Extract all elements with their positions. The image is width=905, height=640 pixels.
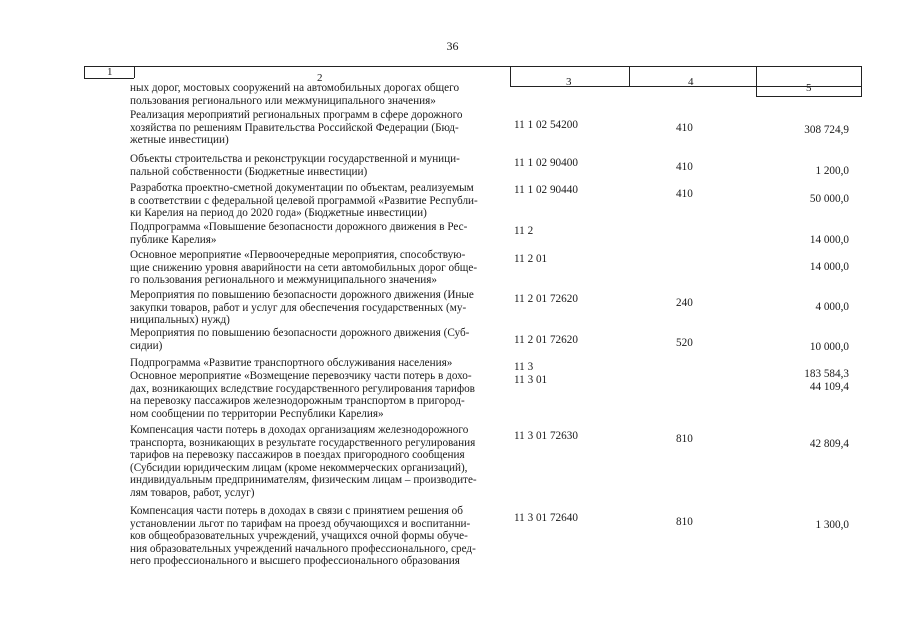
row-code: 11 2 01 — [514, 253, 548, 265]
row-code: 11 2 01 72620 — [514, 334, 578, 346]
row-description — [130, 221, 467, 246]
description-line: Компенсация части потерь в доходах организациям железнодорожного — [130, 424, 469, 436]
header-divider-1 — [134, 66, 135, 78]
description-line: Реализация мероприятий региональных программ в сфере дорожного — [130, 109, 463, 121]
row-amount: 4 000,0 — [815, 301, 849, 313]
row-code: 11 3 — [514, 361, 534, 373]
description-line: жетные инвестиции) — [130, 134, 229, 146]
description-line: Мероприятия по повышению безопасности дорожного движения (Суб- — [130, 327, 470, 339]
header-top-border — [84, 66, 862, 67]
description-line: него профессионального и высшего профессионального образования — [130, 555, 460, 567]
header-left-border — [84, 66, 85, 78]
row-description — [130, 182, 478, 220]
row-code: 11 1 02 90400 — [514, 157, 578, 169]
header-divider-2 — [510, 66, 511, 86]
row-code: 11 3 01 — [514, 374, 548, 386]
description-line: Мероприятия по повышению безопасности дорожного движения (Иные — [130, 289, 474, 301]
column-header-4: 4 — [688, 76, 694, 88]
row-description — [130, 357, 452, 370]
row-expense-type: 410 — [676, 161, 693, 173]
description-line: Объекты строительства и реконструкции государственной и муници- — [130, 153, 460, 165]
row-expense-type: 410 — [676, 188, 693, 200]
row-description — [130, 505, 476, 568]
description-line: тарифов на перевозку пассажиров в поездах пригородного сообщения — [130, 449, 465, 461]
description-line: го пользования регионального и межмуниципального значения» — [130, 274, 437, 286]
row-description — [130, 82, 459, 107]
row-description — [130, 249, 477, 287]
description-line: ков общеобразовательных учреждений, учащихся очной формы обуче- — [130, 530, 468, 542]
row-description — [130, 327, 469, 352]
row-description — [130, 370, 475, 420]
description-line: Компенсация части потерь в доходах в связи с принятием решения об — [130, 505, 463, 517]
row-expense-type: 520 — [676, 337, 693, 349]
header-divider-3 — [629, 66, 630, 86]
row-description — [130, 424, 477, 499]
row-amount: 50 000,0 — [809, 193, 849, 205]
description-line: пользования регионального или межмуниципального значения» — [130, 94, 436, 107]
column-header-5: 5 — [806, 82, 812, 94]
column-header-1: 1 — [107, 66, 113, 78]
description-line: в соответствии с федеральной целевой программой «Развитие Республи- — [130, 194, 478, 207]
row-description — [130, 289, 474, 327]
description-line: Подпрограмма «Повышение безопасности дорожного движения в Рес- — [130, 221, 468, 233]
description-line: ки Карелия на период до 2020 года» (Бюджетные инвестиции) — [130, 207, 427, 219]
header-col5-bottom — [756, 96, 862, 97]
column-header-2: 2 — [317, 72, 323, 84]
row-expense-type: 810 — [676, 516, 693, 528]
description-line: Основное мероприятие «Первоочередные мероприятия, способствую- — [130, 249, 466, 261]
row-description — [130, 109, 463, 147]
row-code: 11 2 — [514, 225, 534, 237]
description-line: лям товаров, работ, услуг) — [130, 486, 255, 499]
column-header-3: 3 — [566, 76, 572, 88]
description-line: транспорта, возникающих в результате государственного регулирования — [130, 436, 476, 449]
row-amount: 14 000,0 — [809, 234, 849, 246]
row-expense-type: 410 — [676, 122, 693, 134]
row-amount: 183 584,3 — [804, 368, 849, 380]
row-amount: 14 000,0 — [809, 261, 849, 273]
description-line: дах, возникающих вследствие государственного регулирования тарифов — [130, 382, 475, 395]
row-amount: 42 809,4 — [809, 438, 849, 450]
row-amount: 44 109,4 — [809, 381, 849, 393]
description-line: хозяйства по решениям Правительства Российской Федерации (Бюд- — [130, 121, 459, 134]
header-col1-bottom — [84, 78, 134, 79]
description-line: сидии) — [130, 339, 163, 352]
row-amount: 1 200,0 — [815, 165, 849, 177]
description-line: Основное мероприятие «Возмещение перевозчику части потерь в дохо- — [130, 370, 472, 382]
row-code: 11 2 01 72620 — [514, 293, 578, 305]
description-line: ниципальных) нужд) — [130, 314, 230, 326]
page-number: 36 — [446, 39, 459, 53]
description-line: ных дорог, мостовых сооружений на автомобильных дорогах общего — [130, 82, 460, 94]
description-line: ния образовательных учреждений начального профессионального, сред- — [130, 542, 476, 555]
description-line: закупки товаров, работ и услуг для обеспечения государственных (му- — [130, 301, 467, 314]
header-right-border — [861, 66, 862, 96]
description-line: на перевозку пассажиров железнодорожным транспортом в пригород- — [130, 395, 465, 407]
row-expense-type: 240 — [676, 297, 693, 309]
description-line: пальной собственности (Бюджетные инвестиции) — [130, 165, 368, 178]
row-code: 11 1 02 90440 — [514, 184, 578, 196]
row-amount: 1 300,0 — [815, 519, 849, 531]
description-line: индивидуальным предпринимателям, физическим лицам – производите- — [130, 474, 477, 486]
header-divider-4 — [756, 66, 757, 96]
description-line: ном сообщении по территории Республики Карелия» — [130, 407, 384, 420]
row-amount: 10 000,0 — [809, 341, 849, 353]
row-description — [130, 153, 460, 178]
description-line: (Субсидии юридическим лицам (кроме некоммерческих организаций), — [130, 461, 468, 474]
description-line: Разработка проектно-сметной документации по объектам, реализуемым — [130, 182, 474, 194]
row-expense-type: 810 — [676, 433, 693, 445]
description-line: Подпрограмма «Развитие транспортного обслуживания населения» — [130, 357, 453, 369]
description-line: установлении льгот по тарифам на проезд обучающихся и воспитанни- — [130, 517, 471, 530]
row-amount: 308 724,9 — [804, 124, 849, 136]
row-code: 11 1 02 54200 — [514, 119, 578, 131]
description-line: щие снижению уровня аварийности на сети автомобильных дорог обще- — [130, 261, 478, 274]
row-code: 11 3 01 72630 — [514, 430, 578, 442]
row-code: 11 3 01 72640 — [514, 512, 578, 524]
description-line: публике Карелия» — [130, 233, 217, 246]
